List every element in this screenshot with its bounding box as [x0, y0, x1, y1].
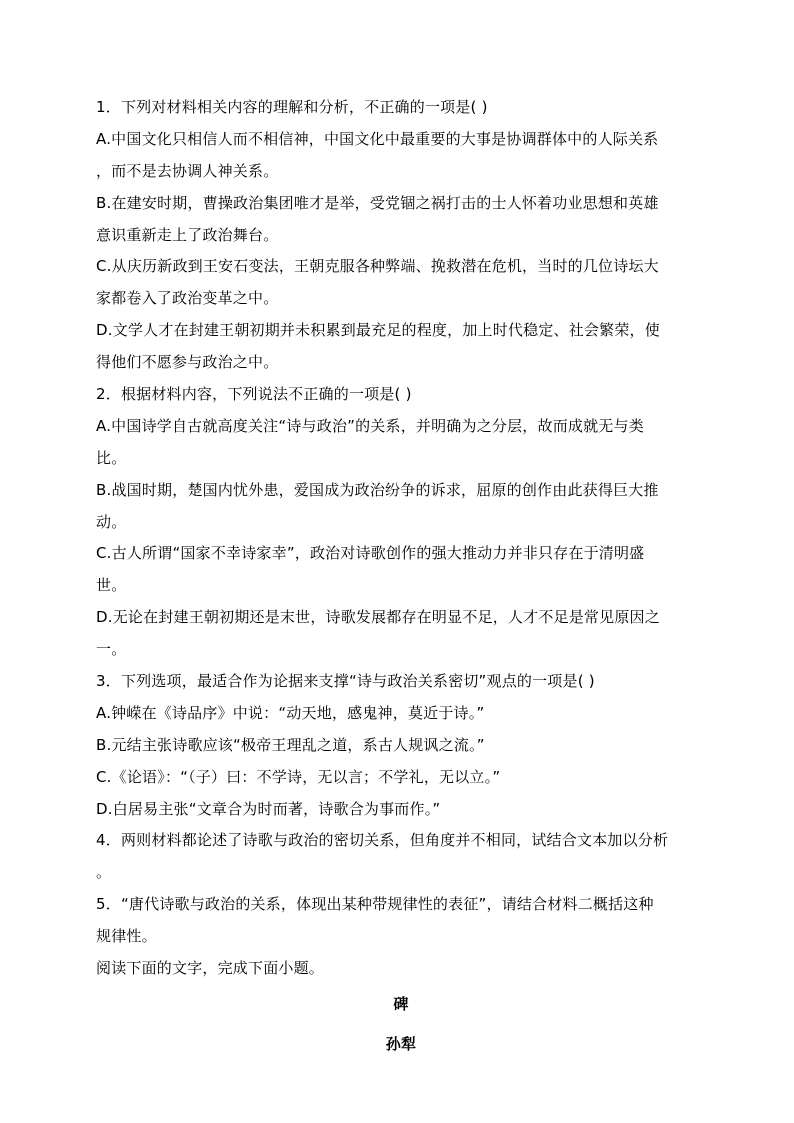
question-2-stem: 2．根据材料内容，下列说法不正确的一项是( ): [96, 385, 412, 404]
question-5-stem: 5．“唐代诗歌与政治的关系，体现出某种带规律性的表征”，请结合材料二概括这种: [96, 895, 654, 914]
question-2-option-c-cont: 世。: [96, 576, 127, 595]
question-2-option-a: A.中国诗学自古就高度关注“诗与政治”的关系，并明确为之分层，故而成就无与类: [96, 416, 644, 435]
question-1-option-a-cont: ，而不是去协调人神关系。: [96, 161, 279, 180]
question-2-option-a-cont: 比。: [96, 448, 127, 467]
question-2-option-d-cont: 一。: [96, 640, 127, 659]
question-1-option-d-cont: 得他们不愿参与政治之中。: [96, 353, 279, 372]
question-2-option-b: B.战国时期，楚国内忧外患，爱国成为政治纷争的诉求，屈原的创作由此获得巨大推: [96, 480, 659, 499]
question-3-option-d: D.白居易主张“文章合为时而著，诗歌合为事而作。”: [96, 799, 441, 818]
document-body: [96, 92, 706, 1061]
question-1-option-c: C.从庆历新政到王安石变法，王朝克服各种弊端、挽救潜在危机，当时的几位诗坛大: [96, 257, 659, 276]
question-2-option-b-cont: 动。: [96, 512, 127, 531]
question-1-option-a: A.中国文化只相信人而不相信神，中国文化中最重要的大事是协调群体中的人际关系: [96, 129, 659, 148]
question-4-stem: 4．两则材料都论述了诗歌与政治的密切关系，但角度并不相同，试结合文本加以分析: [96, 831, 669, 850]
question-2-option-c: C.古人所谓“国家不幸诗家幸”，政治对诗歌创作的强大推动力并非只存在于清明盛: [96, 544, 645, 563]
question-1: [96, 92, 706, 379]
question-3-option-a: A.钟嵘在《诗品序》中说：“动天地，感鬼神，莫近于诗。”: [96, 703, 485, 722]
passage-title: 碑: [393, 994, 409, 1013]
reading-instruction: 阅读下面的文字，完成下面小题。: [96, 959, 325, 978]
question-1-option-b: B.在建安时期，曹操政治集团唯才是举，受党锢之祸打击的士人怀着功业思想和英雄: [96, 193, 659, 212]
question-3-stem: 3．下列选项，最适合作为论据来支撑“诗与政治关系密切”观点的一项是( ): [96, 672, 595, 691]
question-1-option-d: D.文学人才在封建王朝初期并未积累到最充足的程度，加上时代稳定、社会繁荣，使: [96, 321, 660, 340]
question-5-stem-cont: 规律性。: [96, 927, 157, 946]
question-4: [96, 825, 706, 889]
question-3: [96, 666, 706, 825]
question-1-stem: 1．下列对材料相关内容的理解和分析，不正确的一项是( ): [96, 98, 488, 116]
question-1-option-b-cont: 意识重新走上了政治舞台。: [96, 225, 279, 244]
question-3-option-b: B.元结主张诗歌应该“极帝王理乱之道，系古人规讽之流。”: [96, 735, 485, 754]
question-4-stem-cont: 。: [96, 863, 112, 882]
question-1-option-c-cont: 家都卷入了政治变革之中。: [96, 289, 279, 308]
question-5: [96, 889, 706, 953]
question-3-option-c: C.《论语》：“（子）曰：不学诗，无以言；不学礼，无以立。”: [96, 767, 501, 786]
question-2: [96, 379, 706, 666]
passage-author: 孙犁: [385, 1034, 417, 1053]
question-2-option-d: D.无论在封建王朝初期还是末世，诗歌发展都存在明显不足，人才不足是常见原因之: [96, 608, 660, 627]
